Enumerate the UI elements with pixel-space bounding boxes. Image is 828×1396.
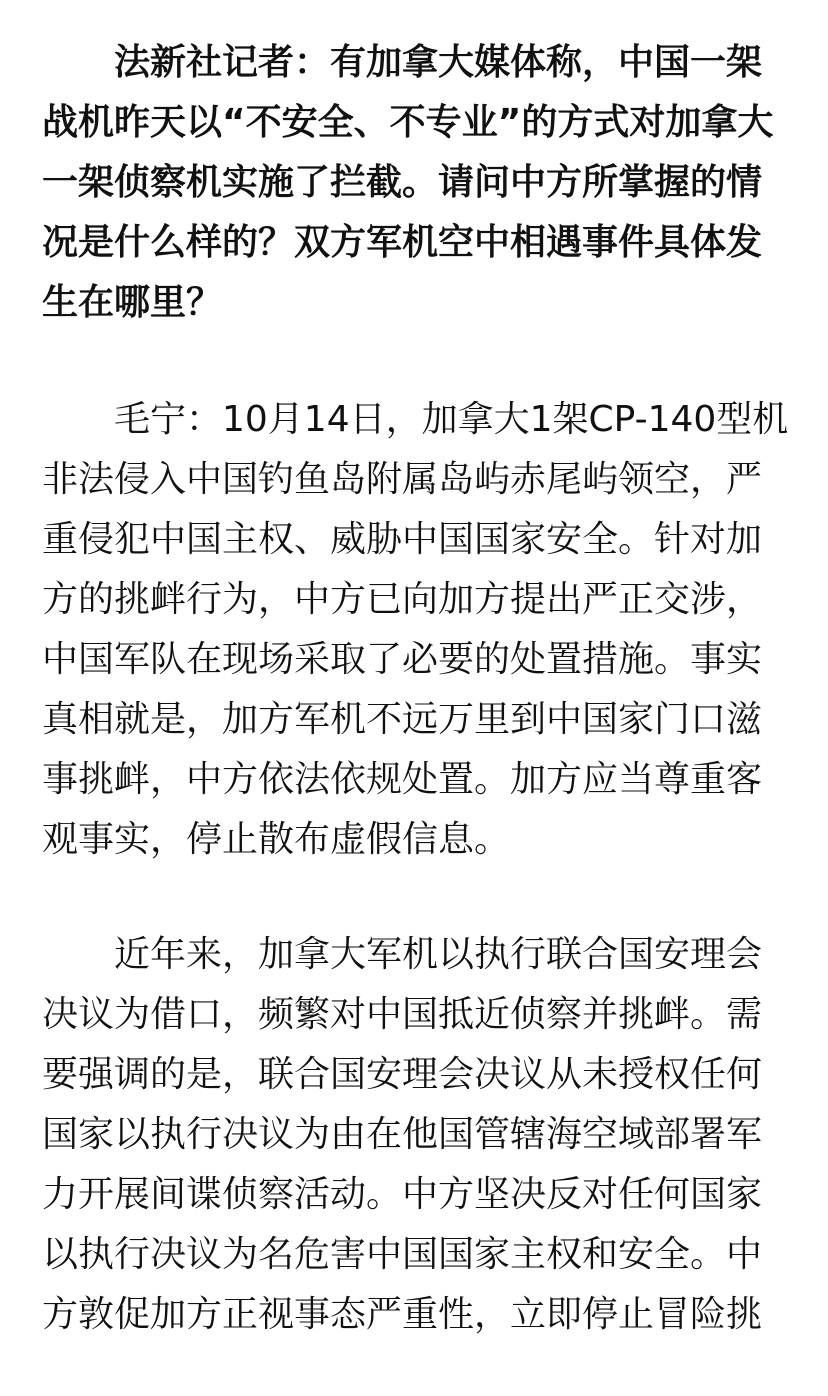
text-line: 近年来，加拿大军机以执行联合国安理会 — [114, 934, 763, 975]
text-line: 战机昨天以“不安全、不专业”的方式对加拿大 — [42, 102, 774, 143]
text-line: 非法侵入中国钓鱼岛附属岛屿赤尾屿领空，严 — [42, 459, 763, 500]
text-line: 真相就是，加方军机不远万里到中国家门口滋 — [42, 699, 763, 740]
text-line: 要强调的是，联合国安理会决议从未授权任何 — [42, 1054, 763, 1095]
reporter-question — [42, 33, 790, 333]
text-line: 中国军队在现场采取了必要的处置措施。事实 — [42, 639, 763, 680]
text-line: 观事实，停止散布虚假信息。 — [42, 819, 511, 860]
text-line: 方敦促加方正视事态严重性，立即停止冒险挑 — [42, 1294, 763, 1335]
spokesperson-answer — [42, 390, 790, 870]
article-body — [42, 33, 790, 1345]
text-line: 况是什么样的？双方军机空中相遇事件具体发 — [42, 222, 763, 263]
text-line: 一架侦察机实施了拦截。请问中方所掌握的情 — [42, 162, 763, 203]
text-line: 重侵犯中国主权、威胁中国国家安全。针对加 — [42, 519, 763, 560]
spokesperson-answer-continued — [42, 925, 790, 1345]
paragraph-spacer — [42, 333, 790, 390]
paragraph-spacer — [42, 870, 790, 925]
text-line: 以执行决议为名危害中国国家主权和安全。中 — [42, 1234, 763, 1275]
text-line: 法新社记者：有加拿大媒体称，中国一架 — [114, 42, 763, 83]
text-line: 方的挑衅行为，中方已向加方提出严正交涉， — [42, 579, 763, 620]
text-line: 国家以执行决议为由在他国管辖海空域部署军 — [42, 1114, 763, 1155]
text-line: 毛宁：10月14日，加拿大1架CP-140型机 — [114, 399, 789, 440]
text-line: 决议为借口，频繁对中国抵近侦察并挑衅。需 — [42, 994, 763, 1035]
text-line: 事挑衅，中方依法依规处置。加方应当尊重客 — [42, 759, 763, 800]
text-line: 力开展间谍侦察活动。中方坚决反对任何国家 — [42, 1174, 763, 1215]
text-line: 生在哪里？ — [42, 282, 223, 323]
